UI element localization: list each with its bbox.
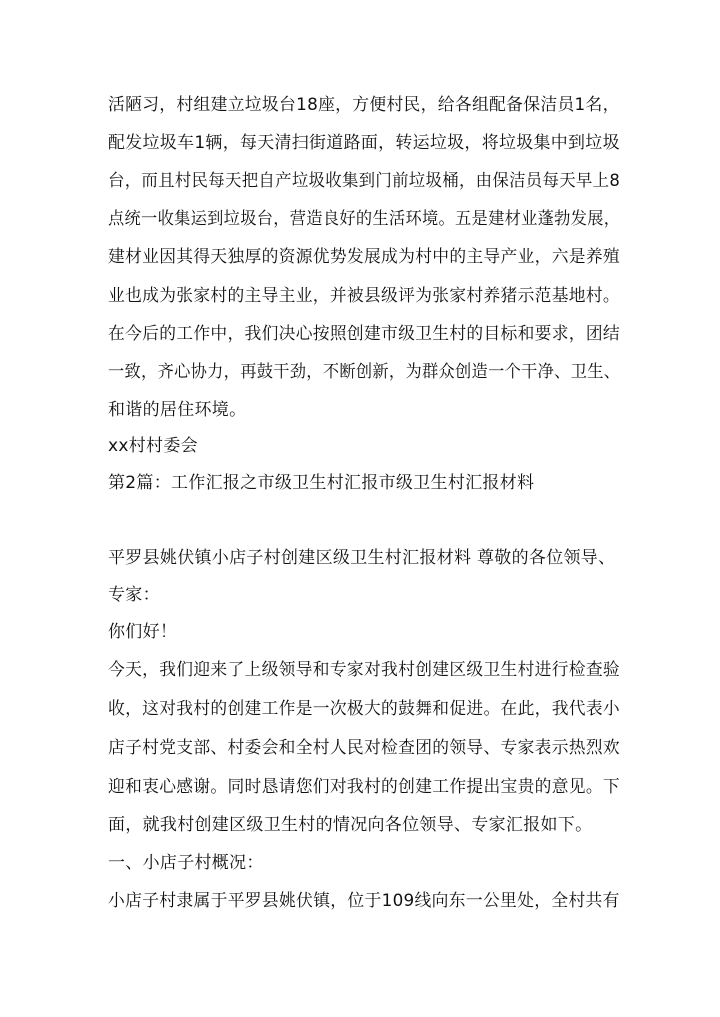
paragraph-line: 面，就我村创建区级卫生村的情况向各位领导、专家汇报如下。 <box>108 815 593 835</box>
signature-line: xx村村委会 <box>108 436 198 456</box>
paragraph-line: 迎和衷心感谢。同时恳请您们对我村的创建工作提出宝贵的意见。下 <box>108 777 620 797</box>
paragraph-line: 配发垃圾车1辆，每天清扫街道路面，转运垃圾，将垃圾集中到垃圾 <box>108 133 620 153</box>
paragraph-line: 台，而且村民每天把自产垃圾收集到门前垃圾桶，由保洁员每天早上8 <box>108 171 621 191</box>
paragraph-line: 今天，我们迎来了上级领导和专家对我村创建区级卫生村进行检查验 <box>108 660 620 680</box>
paragraph-line: 店子村党支部、村委会和全村人民对检查团的领导、专家表示热烈欢 <box>108 738 620 758</box>
section-heading: 第2篇：工作汇报之市级卫生村汇报市级卫生村汇报材料 <box>108 473 535 493</box>
paragraph-line: 收，这对我村的创建工作是一次极大的鼓舞和促进。在此，我代表小 <box>108 699 620 719</box>
paragraph-line: 在今后的工作中，我们决心按照创建市级卫生村的目标和要求，团结 <box>108 324 620 344</box>
paragraph-line: 你们好！ <box>108 622 178 642</box>
paragraph-line: 一致，齐心协力，再鼓干劲，不断创新，为群众创造一个干净、卫生、 <box>108 362 621 382</box>
paragraph-line: 和谐的居住环境。 <box>108 400 247 420</box>
paragraph-line: 点统一收集运到垃圾台，营造良好的生活环境。五是建材业蓬勃发展， <box>108 209 621 229</box>
paragraph-line: 专家： <box>108 585 160 605</box>
paragraph-line: 建材业因其得天独厚的资源优势发展成为村中的主导产业，六是养殖 <box>108 247 620 267</box>
paragraph-line: 业也成为张家村的主导主业，并被县级评为张家村养猪示范基地村。 <box>108 286 620 306</box>
subheading-line: 一、小店子村概况： <box>108 853 264 873</box>
paragraph-line: 平罗县姚伏镇小店子村创建区级卫生村汇报材料 尊敬的各位领导、 <box>108 548 616 568</box>
paragraph-line: 小店子村隶属于平罗县姚伏镇，位于109线向东一公里处，全村共有 <box>108 891 620 911</box>
paragraph-line: 活陋习，村组建立垃圾台18座，方便村民，给各组配备保洁员1名， <box>108 95 620 115</box>
